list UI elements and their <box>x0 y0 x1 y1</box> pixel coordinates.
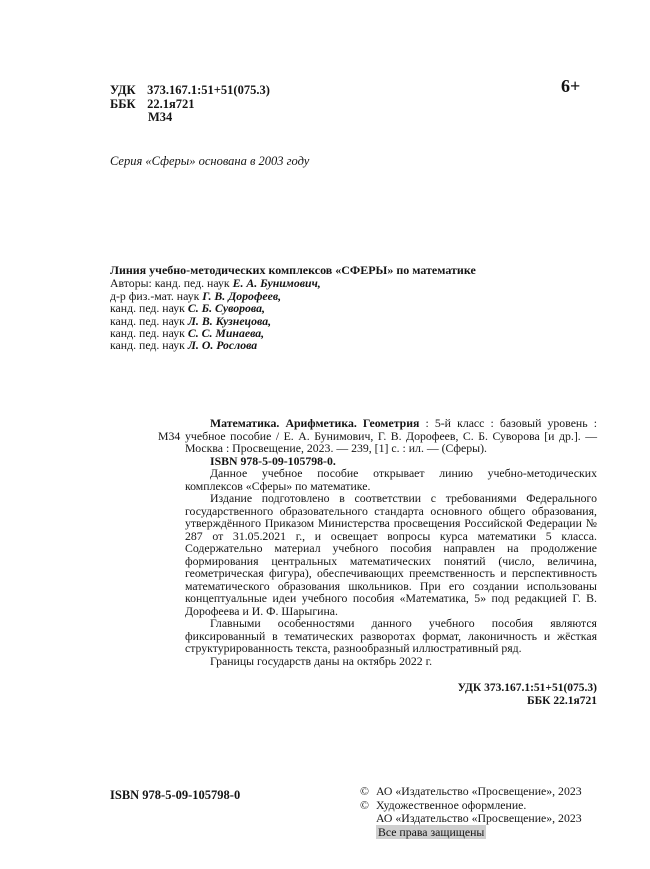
rights-reserved-text: Все права защищены <box>378 824 485 839</box>
udk-line <box>110 84 270 98</box>
umk-block <box>110 264 570 352</box>
author-name: С. С. Минаева, <box>187 326 265 341</box>
margin-author-sign-code: М34 <box>158 429 181 443</box>
bib-title: Математика. Арифметика. Геометрия <box>210 416 420 430</box>
age-rating-badge: 6+ <box>561 76 581 96</box>
udk-right: УДК 373.167.1:51+51(075.3) <box>457 682 597 694</box>
copyright-text: АО «Издательство «Просвещение», 2023 <box>376 784 582 798</box>
bib-rest: : 5-й класс : базовый уровень : учебное пособие / Е. А. Бунимович, Г. В. Дорофеев, С. Б. Суворова [и др.]. — Москва : Просвещение, 2023. — 239, [1] с. : ил. — (Сферы). <box>185 416 597 455</box>
annotation-paragraph: Издание подготовлено в соответствии с требованиями Федерального государственного образовательного стандарта основного общего образования, утверждённого Приказом Министерства просвещения Российской Федерации № 287 от 31.05.2021 г., и освещает вопросы курса математики 5 класса. Содержательно материал учебного пособия направлен на продолжение формирования центральных математических понятий (число, величина, геометрическая фигура), обеспечивающих преемственность и перспективность математического образования школьников. При его создании использованы концептуальные идеи учебного пособия «Математика, 5» под редакцией Г. В. Дорофеева и И. Ф. Шарыгина. <box>185 491 597 618</box>
author-name: С. Б. Суворова, <box>187 301 265 316</box>
copyright-line <box>360 826 582 840</box>
annotation-paragraph: Главными особенностями данного учебного пособия являются фиксированный в тематических разворотах формат, лаконичность и жёсткая структурированность текста, разнообразный иллюстративный ряд. <box>185 616 597 655</box>
copyright-line <box>360 785 582 799</box>
annotation-block <box>185 417 597 667</box>
author-name: Е. А. Бунимович, <box>232 276 321 291</box>
author-line <box>110 339 570 351</box>
author-prefix: канд. пед. наук <box>110 301 188 316</box>
author-prefix: канд. пед. наук <box>110 313 188 328</box>
copyright-line <box>360 812 582 826</box>
author-prefix: канд. пед. наук <box>110 338 188 353</box>
copyright-text: АО «Издательство «Просвещение», 2023 <box>376 811 582 825</box>
author-prefix: канд. пед. наук <box>110 326 188 341</box>
umk-title: Линия учебно-методических комплексов «СФЕРЫ» по математике <box>110 263 476 277</box>
author-prefix: Авторы: канд. пед. наук <box>110 276 233 291</box>
copyright-line <box>360 799 582 813</box>
isbn-line: ISBN 978-5-09-105798-0. <box>210 453 336 468</box>
annotation-paragraph: Границы государств даны на октябрь 2022 г. <box>210 653 433 668</box>
footer-isbn: ISBN 978-5-09-105798-0 <box>110 788 241 802</box>
series-note: Серия «Сферы» основана в 2003 году <box>110 154 310 168</box>
bbk-line <box>110 98 270 112</box>
author-prefix: д-р физ.-мат. наук <box>110 288 203 303</box>
udk-label: УДК <box>110 83 136 97</box>
author-name: Г. В. Дорофеев, <box>202 288 282 303</box>
bbk-right: ББК 22.1я721 <box>526 695 597 707</box>
copyright-sign: © <box>360 797 369 812</box>
udk-value: 373.167.1:51+51(075.3) <box>147 83 270 97</box>
author-name: Л. В. Кузнецова, <box>187 313 272 328</box>
bbk-value: 22.1я721 <box>147 96 195 111</box>
bibliographic-record <box>185 417 597 455</box>
bbk-label: ББК <box>110 96 136 111</box>
copyright-text: Художественное оформление. <box>376 797 527 812</box>
cataloguing-codes <box>110 84 270 125</box>
copyright-sign: © <box>360 784 369 798</box>
author-sign-code: М34 <box>148 110 173 124</box>
cataloguing-codes-right <box>458 682 597 708</box>
author-name: Л. О. Рослова <box>187 338 258 353</box>
copyright-block <box>360 785 582 839</box>
annotation-paragraph: Данное учебное пособие открывает линию учебно-методических комплексов «Сферы» по математике. <box>185 466 597 493</box>
